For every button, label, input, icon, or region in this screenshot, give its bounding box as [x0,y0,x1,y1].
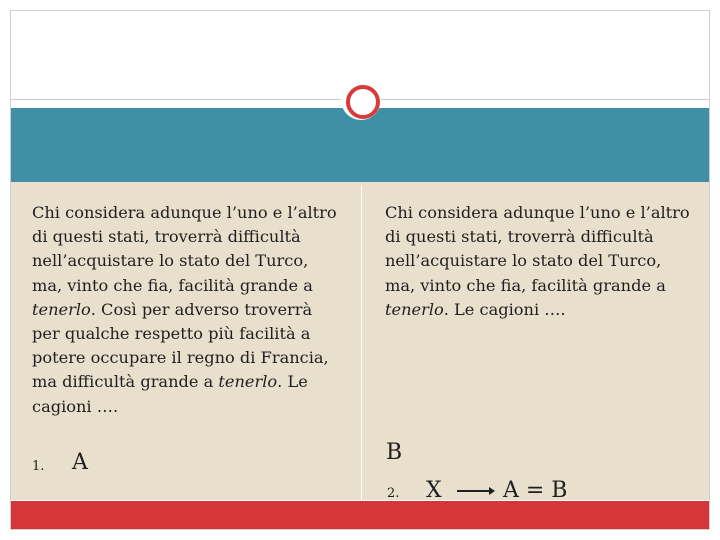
left-text-2: . Così per adverso troverrà per qualche respetto più facilità a potere occupare il regno di Francia, ma difficultà grande a [32,299,329,392]
list-label-a: A [72,450,88,475]
left-paragraph [32,201,342,419]
label-x: X [426,478,442,503]
right-paragraph [385,201,695,322]
arrow-line [457,490,491,492]
footer-band [11,501,709,529]
list-number-2: 2. [387,486,400,501]
left-emphasis-1: tenerlo [32,299,91,319]
list-number-1: 1. [32,459,45,474]
right-text-1: Chi considera adunque l’uno e l’altro di questi stati, troverrà difficultà nell’acquistare lo stato del Turco, ma, vinto che fia, facilità grande a [385,203,690,295]
left-text-3: . Le cagioni …. [32,372,308,416]
circle-ornament-icon [346,85,380,119]
left-text-1: Chi considera adunque l’uno e l’altro di questi stati, troverrà difficultà nell’acquistare lo stato del Turco, ma, vinto che fia, facilità grande a [32,203,337,295]
slide [10,10,710,530]
right-text-2: . Le cagioni …. [443,299,566,319]
equation: A = B [503,478,568,503]
right-emphasis-1: tenerlo [385,299,444,319]
left-emphasis-2: tenerlo [218,372,278,392]
arrow-right-icon [489,487,495,495]
column-divider [361,186,362,504]
label-b: B [386,440,403,465]
header-band [11,108,709,192]
